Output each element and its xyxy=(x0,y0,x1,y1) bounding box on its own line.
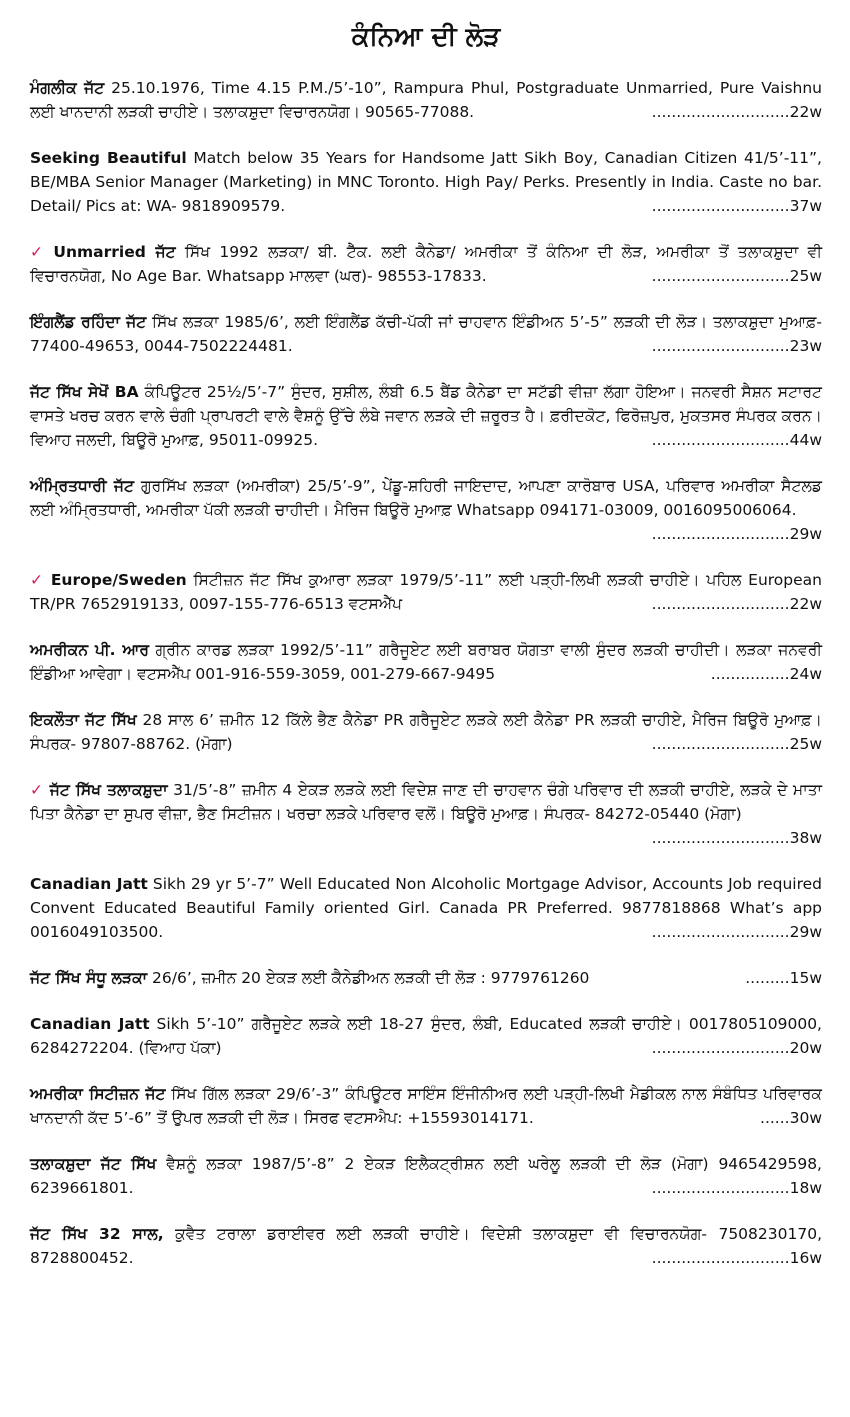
ad-word-count: ............................25w xyxy=(651,735,822,753)
ad-text: ਸਿੱਖ ਗਿੱਲ ਲੜਕਾ 29/6’-3” ਕੰਪਿਊਟਰ ਸਾਇੰਸ ਇੰਜੀਨੀਅਰ ਲਈ ਪੜ੍ਹੀ-ਲਿਖੀ ਮੈਡੀਕਲ ਨਾਲ ਸੰਬੰਧਿਤ ਪਰਿਵਾਰਕ ਖਾਨਦਾਨੀ ਕੱਦ 5’-6” ਤੋਂ ਉਪਰ ਲੜਕੀ ਦੀ ਲੋੜ। ਸਿਰਫ ਵਟਸਐਪ: +15593014171. xyxy=(30,1085,822,1127)
ad-text: 28 ਸਾਲ 6’ ਜ਼ਮੀਨ 12 ਕਿੱਲੇ ਭੈਣ ਕੈਨੇਡਾ PR ਗਰੈਜੂਏਟ ਲੜਕੇ ਲਈ ਕੈਨੇਡਾ PR ਲੜਕੀ ਚਾਹੀਏ, ਮੈਰਿਜ ਬਿਊਰੋ ਮੁਆਫ਼। ਸੰਪਰਕ- 97807-88762. (ਮੋਗਾ) xyxy=(30,711,822,753)
classified-ad xyxy=(30,380,822,452)
ad-text: Sikh 29 yr 5’-7” Well Educated Non Alcoholic Mortgage Advisor, Accounts Job required Convent Educated Beautiful Family oriented Girl. Canada PR Preferred. 9877818868 What’s app 0016049103500. xyxy=(30,875,822,941)
ad-body xyxy=(30,1085,822,1127)
ad-word-count: ............................20w xyxy=(651,1039,822,1057)
ad-heading: ਜੱਟ ਸਿੱਖ ਤਲਾਕਸ਼ੁਦਾ xyxy=(49,781,168,799)
ad-heading: ਮੰਗਲੀਕ ਜੱਟ xyxy=(30,79,105,97)
ad-heading: ਤਲਾਕਸ਼ੁਦਾ ਜੱਟ ਸਿੱਖ xyxy=(30,1155,157,1173)
checkmark-icon: ✓ xyxy=(30,571,45,589)
classified-ad xyxy=(30,310,822,358)
ad-word-count: ............................38w xyxy=(651,829,822,847)
page-title: ਕੰਨਿਆ ਦੀ ਲੋੜ xyxy=(351,22,501,52)
ad-body xyxy=(30,969,589,987)
ad-text: ਕੰਪਿਊਟਰ 25½/5’-7” ਸੁੰਦਰ, ਸੁਸ਼ੀਲ, ਲੰਬੀ 6.5 ਬੈਂਡ ਕੈਨੇਡਾ ਦਾ ਸਟੱਡੀ ਵੀਜ਼ਾ ਲੱਗਾ ਹੋਇਆ। ਜਨਵਰੀ ਸੈਸ਼ਨ ਸਟਾਰਟ ਵਾਸਤੇ ਖਰਚ ਕਰਨ ਵਾਲੇ ਚੰਗੀ ਪ੍ਰਾਪਰਟੀ ਵਾਲੇ ਵੈਸ਼ਨੂੰ ਉੱਚੇ ਲੰਬੇ ਜਵਾਨ ਲੜਕੇ ਦੀ ਜ਼ਰੂਰਤ ਹੈ। ਫ਼ਰੀਦਕੋਟ, ਫਿਰੋਜ਼ਪੁਰ, ਮੁਕਤਸਰ ਸੰਪਰਕ ਕਰਨ। ਵਿਆਹ ਜਲਦੀ, ਬਿਊਰੋ ਮੁਆਫ਼, 95011-09925. xyxy=(30,383,822,449)
ad-heading: ਇਕਲੌਤਾ ਜੱਟ ਸਿੱਖ xyxy=(30,711,137,729)
classified-ad xyxy=(30,638,822,686)
ad-heading: ਜੱਟ ਸਿੱਖ ਸੰਧੂ ਲੜਕਾ xyxy=(30,969,148,987)
classified-ad xyxy=(30,966,822,990)
ad-word-count: ............................22w xyxy=(651,595,822,613)
classified-ad xyxy=(30,1152,822,1200)
ad-word-count: ............................16w xyxy=(651,1249,822,1267)
ad-text: 25.10.1976, Time 4.15 P.M./5’-10”, Rampura Phul, Postgraduate Unmarried, Pure Vaishnu ਲਈ ਖਾਨਦਾਨੀ ਲੜਕੀ ਚਾਹੀਏ। ਤਲਾਕਸ਼ੁਦਾ ਵਿਚਾਰਨਯੋਗ। 90565-77088. xyxy=(30,79,822,121)
ad-heading: Seeking Beautiful xyxy=(30,149,187,167)
classified-ad xyxy=(30,1082,822,1130)
ad-heading: ਅਮਰੀਕਨ ਪੀ. ਆਰ xyxy=(30,641,150,659)
ad-word-count: ............................22w xyxy=(651,103,822,121)
ad-text: ਸਿੱਖ 1992 ਲੜਕਾ/ ਬੀ. ਟੈੱਕ. ਲਈ ਕੈਨੇਡਾ/ ਅਮਰੀਕਾ ਤੋਂ ਕੰਨਿਆ ਦੀ ਲੋੜ, ਅਮਰੀਕਾ ਤੋਂ ਤਲਾਕਸ਼ੁਦਾ ਵੀ ਵਿਚਾਰਨਯੋਗ, No Age Bar. Whatsapp ਮਾਲਵਾ (ਘਰ)- 98553-17833. xyxy=(30,243,822,285)
classified-ad xyxy=(30,146,822,218)
ad-word-count: ............................23w xyxy=(651,337,822,355)
ad-word-count: ......30w xyxy=(760,1109,822,1127)
ad-body xyxy=(30,641,822,683)
ad-text: Match below 35 Years for Handsome Jatt Sikh Boy, Canadian Citizen 41/5’-11”, BE/MBA Senior Manager (Marketing) in MNC Toronto. High Pay/ Perks. Presently in India. Caste no bar. Detail/ Pics at: WA- 9818909579. xyxy=(30,149,822,215)
classified-ad xyxy=(30,568,822,616)
ad-heading: ਅਮਰੀਕਾ ਸਿਟੀਜ਼ਨ ਜੱਟ xyxy=(30,1085,166,1103)
ad-heading: ਜੱਟ ਸਿੱਖ 32 ਸਾਲ, xyxy=(30,1225,164,1243)
ad-body xyxy=(30,477,822,519)
ad-heading: Canadian Jatt xyxy=(30,1015,150,1033)
ad-word-count: ............................29w xyxy=(651,525,822,543)
ad-heading: Unmarried ਜੱਟ xyxy=(53,243,176,261)
ad-text: Sikh 5’-10” ਗਰੈਜੂਏਟ ਲੜਕੇ ਲਈ 18-27 ਸੁੰਦਰ, ਲੰਬੀ, Educated ਲੜਕੀ ਚਾਹੀਏ। 0017805109000, 6284272204. (ਵਿਆਹ ਪੱਕਾ) xyxy=(30,1015,822,1057)
ad-text: ਕੁਵੈਤ ਟਰਾਲਾ ਡਰਾਈਵਰ ਲਈ ਲੜਕੀ ਚਾਹੀਏ। ਵਿਦੇਸ਼ੀ ਤਲਾਕਸ਼ੁਦਾ ਵੀ ਵਿਚਾਰਨਯੋਗ- 7508230170, 8728800452. xyxy=(30,1225,822,1267)
classified-ad xyxy=(30,708,822,756)
ad-body xyxy=(30,781,822,823)
ad-text: ਵੈਸ਼ਨੂੰ ਲੜਕਾ 1987/5’-8” 2 ਏਕੜ ਇਲੈਕਟ੍ਰੀਸ਼ਨ ਲਈ ਘਰੇਲੂ ਲੜਕੀ ਦੀ ਲੋੜ (ਮੋਗਾ) 9465429598, 6239661801. xyxy=(30,1155,822,1197)
classified-ad xyxy=(30,1012,822,1060)
classified-ad xyxy=(30,474,822,546)
ad-heading: ਅੰਮ੍ਰਿਤਧਾਰੀ ਜੱਟ xyxy=(30,477,134,495)
ad-word-count: ............................25w xyxy=(651,267,822,285)
ads-list xyxy=(30,76,822,1270)
checkmark-icon: ✓ xyxy=(30,781,44,799)
checkmark-icon: ✓ xyxy=(30,243,48,261)
ad-text: ਸਿੱਖ ਲੜਕਾ 1985/6’, ਲਈ ਇੰਗਲੈਂਡ ਕੱਚੀ-ਪੱਕੀ ਜਾਂ ਚਾਹਵਾਨ ਇੰਡੀਅਨ 5’-5” ਲੜਕੀ ਦੀ ਲੋੜ। ਤਲਾਕਸ਼ੁਦਾ ਮੁਆਫ਼- 77400-49653, 0044-7502224481. xyxy=(30,313,822,355)
ad-word-count: ............................29w xyxy=(651,923,822,941)
ad-heading: Europe/Sweden xyxy=(50,571,187,589)
ad-text: ਗੁਰਸਿੱਖ ਲੜਕਾ (ਅਮਰੀਕਾ) 25/5’-9”, ਪੇਂਡੂ-ਸ਼ਹਿਰੀ ਜਾਇਦਾਦ, ਆਪਣਾ ਕਾਰੋਬਾਰ USA, ਪਰਿਵਾਰ ਅਮਰੀਕਾ ਸੈਟਲਡ ਲਈ ਅੰਮ੍ਰਿਤਧਾਰੀ, ਅਮਰੀਕਾ ਪੱਕੀ ਲੜਕੀ ਚਾਹੀਦੀ। ਮੈਰਿਜ ਬਿਊਰੋ ਮੁਆਫ਼ Whatsapp 094171-03009, 0016095006064. xyxy=(30,477,822,519)
classified-ad xyxy=(30,1222,822,1270)
ad-word-count: ................24w xyxy=(710,665,822,683)
ad-text: ਗ੍ਰੀਨ ਕਾਰਡ ਲੜਕਾ 1992/5’-11” ਗਰੈਜੂਏਟ ਲਈ ਬਰਾਬਰ ਯੋਗਤਾ ਵਾਲੀ ਸੁੰਦਰ ਲੜਕੀ ਚਾਹੀਦੀ। ਲੜਕਾ ਜਨਵਰੀ ਇੰਡੀਆ ਆਵੇਗਾ। ਵਟਸਐੱਪ 001-916-559-3059, 001-279-667-9495 xyxy=(30,641,822,683)
ad-text: 26/6’, ਜ਼ਮੀਨ 20 ਏਕੜ ਲਈ ਕੈਨੇਡੀਅਨ ਲੜਕੀ ਦੀ ਲੋੜ : 9779761260 xyxy=(147,969,590,987)
ad-word-count: ............................18w xyxy=(651,1179,822,1197)
ad-heading: ਜੱਟ ਸਿੱਖ ਸੇਖੋਂ BA xyxy=(30,383,139,401)
ad-heading: Canadian Jatt xyxy=(30,875,148,893)
classified-ad xyxy=(30,76,822,124)
ad-word-count: ............................37w xyxy=(651,197,822,215)
ad-text: 31/5’-8” ਜ਼ਮੀਨ 4 ਏਕੜ ਲੜਕੇ ਲਈ ਵਿਦੇਸ਼ ਜਾਣ ਦੀ ਚਾਹਵਾਨ ਚੰਗੇ ਪਰਿਵਾਰ ਦੀ ਲੜਕੀ ਚਾਹੀਏ, ਲੜਕੇ ਦੇ ਮਾਤਾ ਪਿਤਾ ਕੈਨੇਡਾ ਦਾ ਸੁਪਰ ਵੀਜ਼ਾ, ਭੈਣ ਸਿਟੀਜ਼ਨ। ਖਰਚਾ ਲੜਕੇ ਪਰਿਵਾਰ ਵਲੋਂ। ਬਿਊਰੋ ਮੁਆਫ਼। ਸੰਪਰਕ- 84272-05440 (ਮੋਗਾ) xyxy=(30,781,822,823)
classified-ad xyxy=(30,240,822,288)
ad-word-count: .........15w xyxy=(745,969,822,987)
classified-ad xyxy=(30,872,822,944)
classified-ad xyxy=(30,778,822,850)
ad-text: ਸਿਟੀਜ਼ਨ ਜੱਟ ਸਿੱਖ ਕੁਆਰਾ ਲੜਕਾ 1979/5’-11” ਲਈ ਪੜ੍ਹੀ-ਲਿਖੀ ਲੜਕੀ ਚਾਹੀਏ। ਪਹਿਲ European TR/PR 7652919133, 0097-155-776-6513 ਵਟਸਐੱਪ xyxy=(30,571,822,613)
ad-heading: ਇੰਗਲੈਂਡ ਰਹਿੰਦਾ ਜੱਟ xyxy=(30,313,147,331)
ad-word-count: ............................44w xyxy=(651,431,822,449)
